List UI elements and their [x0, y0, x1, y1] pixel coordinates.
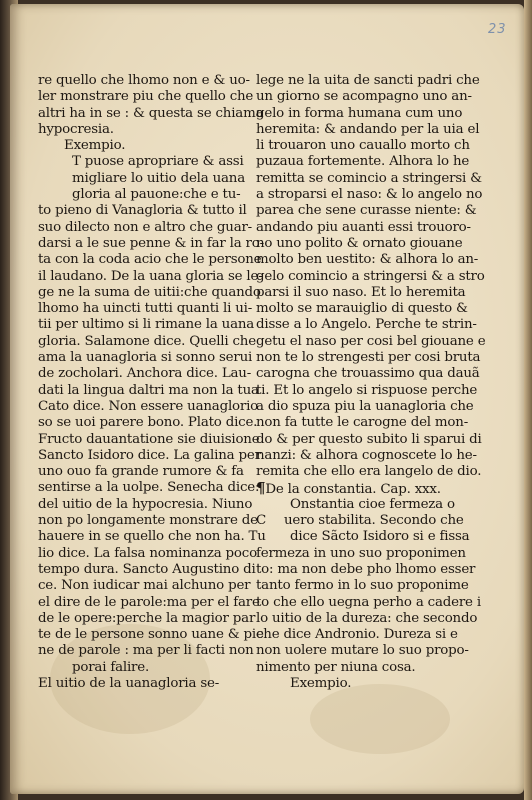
text-line: getu el naso per cosi bel giouane e [256, 333, 486, 349]
section-heading: Exempio. [64, 138, 126, 154]
text-line: remitta se comincio a stringersi & [256, 170, 482, 186]
text-line: gloria al pauone:che e tu- [72, 187, 241, 203]
chapter-initial: C [256, 513, 267, 529]
text-line: no uno polito & ornato giouane [256, 235, 463, 251]
text-line: non te lo strengesti per cosi bruta [256, 350, 481, 366]
text-line: remita che ello era langelo de dio. [256, 464, 482, 480]
text-line: lio dice. La falsa nominanza poco [38, 545, 257, 561]
pilcrow-icon: ¶ [256, 479, 266, 498]
text-line [256, 513, 464, 529]
text-line: T puose apropriare & assi [72, 154, 244, 170]
text-line: parsi il suo naso. Et lo heremita [256, 284, 466, 300]
text-line: del uitio de la hypocresia. Niuno [38, 496, 253, 512]
text-line: dice Sãcto Isidoro si e fissa [290, 529, 470, 545]
text-line: ama la uanagloria si sonno serui [38, 350, 253, 366]
text-line: a dio spuza piu la uanagloria che [256, 398, 474, 414]
left-text-column [38, 73, 266, 692]
text-line: lege ne la uita de sancti padri che [256, 73, 480, 88]
text-line: heremita: & andando per la uia el [256, 121, 480, 137]
section-heading: Exempio. [290, 675, 352, 691]
text-line: molto se marauiglio di questo & [256, 301, 468, 317]
text-line: non uolere mutare lo suo propo- [256, 643, 469, 659]
text-line: hauere in se quello che non ha. Tu [38, 529, 266, 545]
page-folio-number: 23 [488, 22, 507, 37]
text-line: do & per questo subito li sparui di [256, 431, 482, 447]
text-line: de le opere:perche la magior par [38, 610, 256, 626]
paper-stain [310, 684, 450, 754]
text-line: tempo dura. Sancto Augustino di [38, 561, 256, 577]
text-line: gelo comincio a stringersi & a stro [256, 268, 485, 284]
text-line: Fructo dauantatione sie diuisione [38, 431, 260, 447]
text-line: migliare lo uitio dela uana [72, 170, 246, 186]
right-text-column [256, 73, 486, 692]
text-line: te de le persone sonno uane & pie [38, 627, 264, 643]
text-line: il laudano. De la uana gloria se le- [38, 268, 263, 284]
text-line: el dire de le parole:ma per el fare [38, 594, 260, 610]
text-line: fermeza in uno suo proponimen [256, 545, 466, 561]
text-line: andando piu auanti essi trouoro- [256, 219, 471, 235]
text-line: to che ello uegna perho a cadere i [256, 594, 481, 610]
page-edge [524, 0, 532, 800]
text-line: Cato dice. Non essere uanaglorio [38, 398, 259, 414]
text-line: El uitio de la uanagloria se- [38, 675, 220, 691]
text-line: non fa tutte le carogne del mon- [256, 415, 469, 431]
text-line-content: uero stabilita. Secondo che [284, 513, 464, 529]
text-line: to: ma non debe pho lhomo esser [256, 561, 476, 577]
text-line: suo dilecto non e altro che guar- [38, 219, 252, 235]
text-line: sentirse a la uolpe. Senecha dice: [38, 480, 260, 496]
text-line: de zocholari. Anchora dice. Lau- [38, 366, 252, 382]
text-line: porai falire. [72, 659, 150, 675]
text-line: tanto fermo in lo suo proponime [256, 578, 469, 594]
text-line: ta con la coda acio che le persone [38, 252, 262, 268]
chapter-heading-text: De la constantia. Cap. xxx. [265, 482, 441, 498]
text-line: so se uoi parere bono. Plato dice. [38, 415, 258, 431]
text-line: to pieno di Vanagloria & tutto il [38, 203, 247, 219]
text-line: ne de parole : ma per li facti non [38, 643, 254, 659]
text-line: ce. Non iudicar mai alchuno per [38, 578, 251, 594]
text-line: lhomo ha uincti tutti quanti li ui- [38, 301, 253, 317]
text-line: nanzi: & alhora cognoscete lo he- [256, 447, 477, 463]
text-line: altri ha in se : & questa se chiama [38, 105, 264, 121]
text-line: li trouaron uno cauallo morto ch [256, 138, 470, 154]
text-line: gelo in forma humana cum uno [256, 105, 463, 121]
text-line: ti. Et lo angelo si rispuose perche [256, 382, 478, 398]
text-line: re quello che lhomo non e & uo- [38, 73, 250, 88]
text-line: Sancto Isidoro dice. La galina per [38, 447, 261, 463]
text-line: Onstantia cioe fermeza o [290, 496, 455, 512]
text-line: darsi a le sue penne & in far la ro- [38, 235, 264, 251]
text-line: che dice Andronio. Dureza si e [256, 627, 458, 643]
text-line: ge ne la suma de uitii:che quando [38, 284, 261, 300]
chapter-heading [256, 480, 442, 496]
text-line: nimento per niuna cosa. [256, 659, 416, 675]
text-line: tii per ultimo si li rimane la uana [38, 317, 255, 333]
text-line: ler monstrare piu che quello che [38, 89, 254, 105]
text-line: non po longamente monstrare de [38, 513, 258, 529]
text-line: puzaua fortemente. Alhora lo he [256, 154, 470, 170]
text-line: molto ben uestito: & alhora lo an- [256, 252, 479, 268]
text-line: uno ouo fa grande rumore & fa [38, 464, 244, 480]
text-line: carogna che trouassimo qua dauã [256, 366, 480, 382]
text-line: a stroparsi el naso: & lo angelo no [256, 187, 483, 203]
text-line: parea che sene curasse niente: & [256, 203, 477, 219]
text-line: disse a lo Angelo. Perche te strin- [256, 317, 477, 333]
text-line: lo uitio de la dureza: che secondo [256, 610, 478, 626]
text-line: gloria. Salamone dice. Quelli che [38, 333, 256, 349]
text-line: hypocresia. [38, 121, 114, 137]
text-line: dati la lingua daltri ma non la tua [38, 382, 259, 398]
text-line: un giorno se acompagno uno an- [256, 89, 472, 105]
